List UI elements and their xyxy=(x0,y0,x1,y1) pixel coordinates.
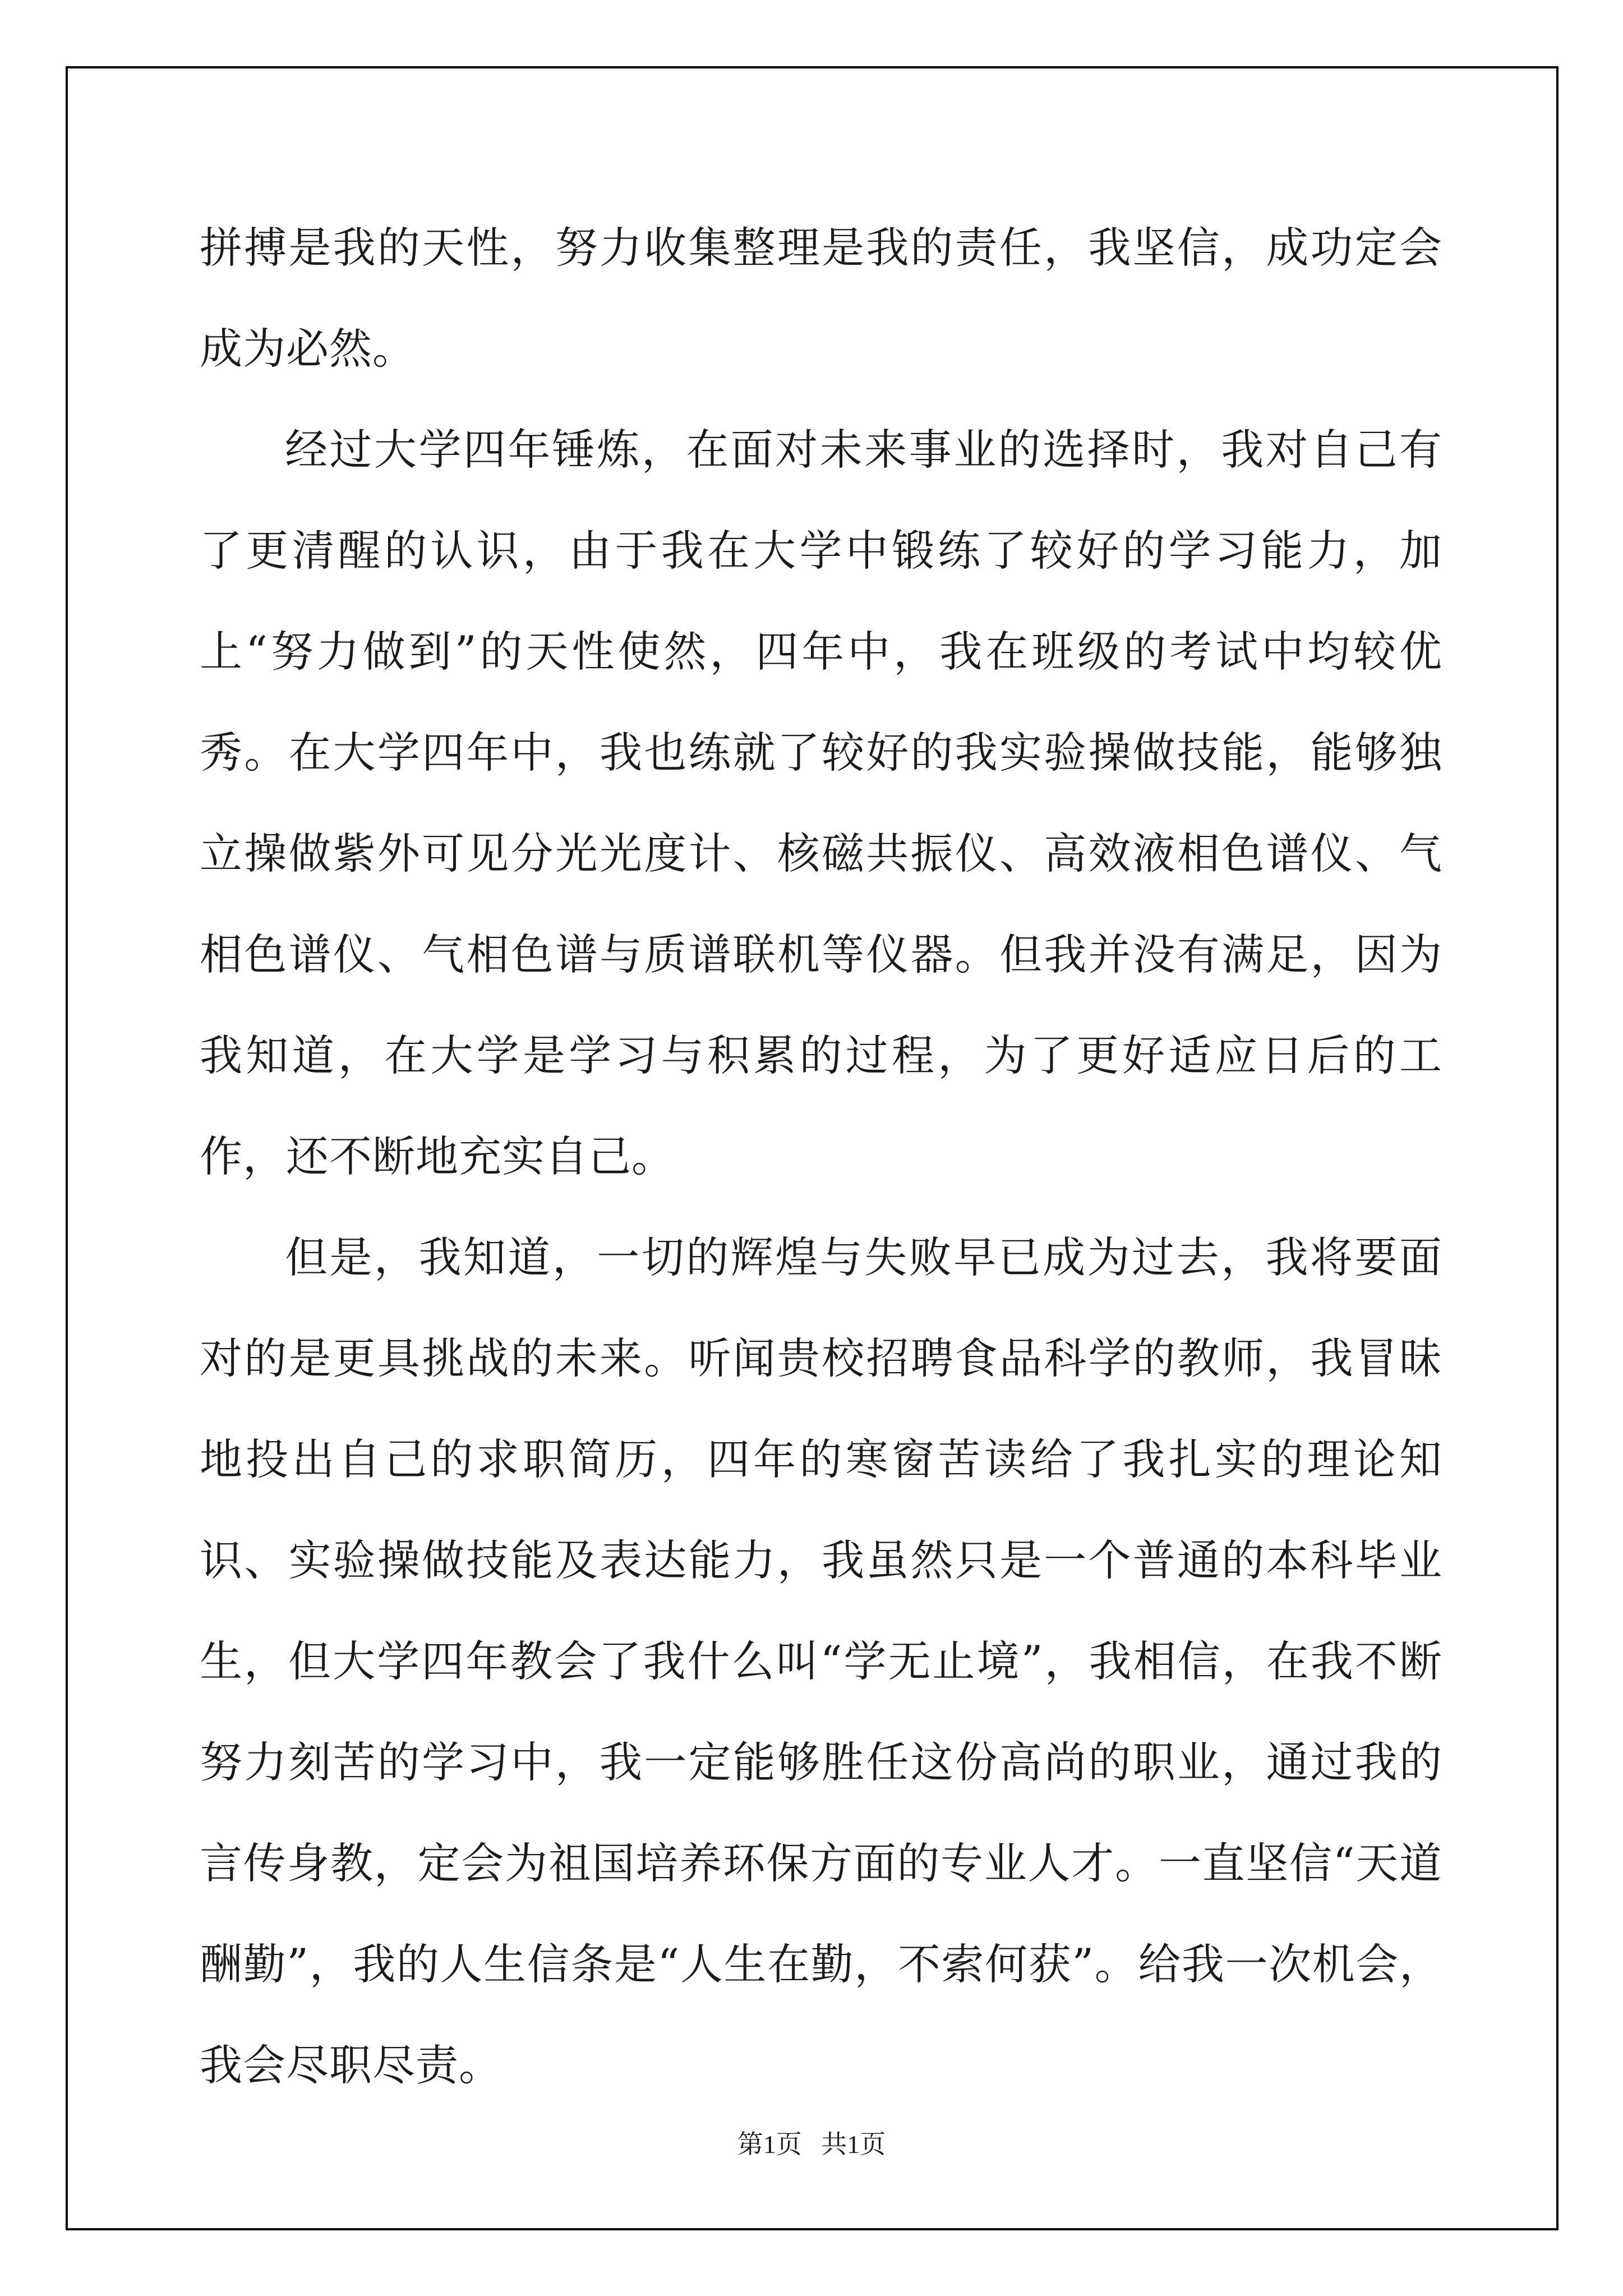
document-body xyxy=(200,197,1442,2116)
paragraph-2: 经过大学四年锤炼，在面对未来事业的选择时，我对自己有了更清醒的认识，由于我在大学中锻练了较好的学习能力，加上“努力做到”的天性使然，四年中，我在班级的考试中均较优秀。在大学四年中，我也练就了较好的我实验操做技能，能够独立操做紫外可见分光光度计、核磁共振仪、高效液相色谱仪、气相色谱仪、气相色谱与质谱联机等仪器。但我并没有满足，因为我知道，在大学是学习与积累的过程，为了更好适应日后的工作，还不断地充实自己。 xyxy=(200,425,1442,1181)
page-footer: 第1页 共1页 xyxy=(737,2130,886,2159)
paragraph-1: 拼搏是我的天性，努力收集整理是我的责任，我坚信，成功定会成为必然。 xyxy=(200,223,1442,374)
paragraph-3: 但是，我知道，一切的辉煌与失败早已成为过去，我将要面对的是更具挑战的未来。听闻贵校招聘食品科学的教师，我冒昧地投出自己的求职简历，四年的寒窗苦读给了我扎实的理论知识、实验操做技能及表达能力，我虽然只是一个普通的本科毕业生，但大学四年教会了我什么叫“学无止境”，我相信，在我不断努力刻苦的学习中，我一定能够胜任这份高尚的职业，通过我的言传身教，定会为祖国培养环保方面的专业人才。一直坚信“天道酬勤”，我的人生信条是“人生在勤，不索何获”。给我一次机会，我会尽职尽责。 xyxy=(200,1232,1442,2090)
